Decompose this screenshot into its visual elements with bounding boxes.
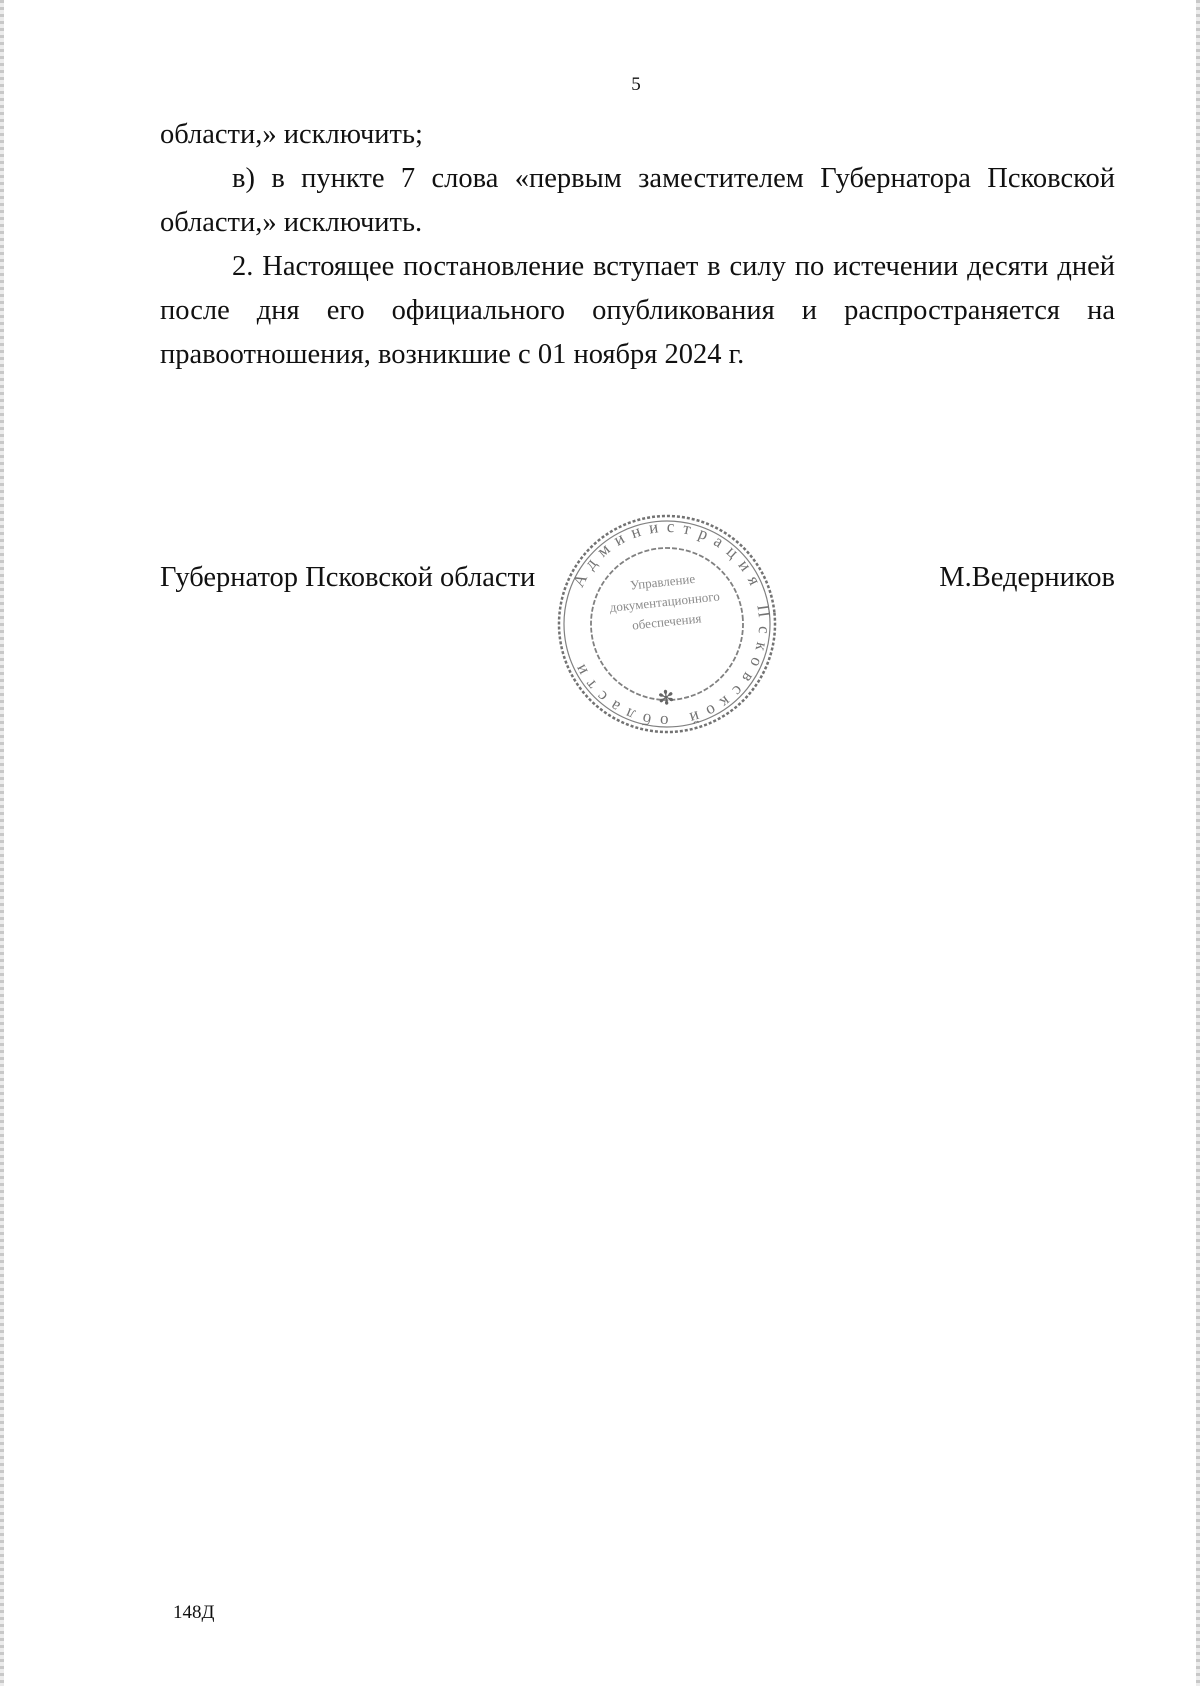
paragraph-item-v: в) в пункте 7 слова «первым заместителем Губернатора Псковской области,» исключить.	[160, 163, 1115, 238]
svg-text:обеспечения: обеспечения	[631, 610, 703, 633]
svg-text:Управление: Управление	[629, 570, 696, 593]
seal-star-icon: ✻	[656, 684, 676, 711]
scan-edge-right	[1196, 0, 1200, 1686]
page-number: 5	[631, 74, 641, 95]
document-code: 148Д	[173, 1602, 215, 1623]
signer-name: М.Ведерников	[939, 562, 1115, 593]
signer-title: Губернатор Псковской области	[160, 562, 536, 593]
paragraph-item-2: 2. Настоящее постановление вступает в силу по истечении десяти дней после дня его официального опубликования и распространяется на правоотношения, возникшие с 01 ноября 2024 г.	[160, 251, 1115, 370]
paragraph-continuation: области,» исключить;	[160, 119, 423, 150]
official-seal	[541, 503, 793, 746]
svg-text:документационного: документационного	[608, 588, 721, 615]
document-body	[160, 113, 1115, 377]
seal-outer-text: Администрация Псковской области	[568, 516, 775, 732]
scan-edge-left	[0, 0, 4, 1686]
